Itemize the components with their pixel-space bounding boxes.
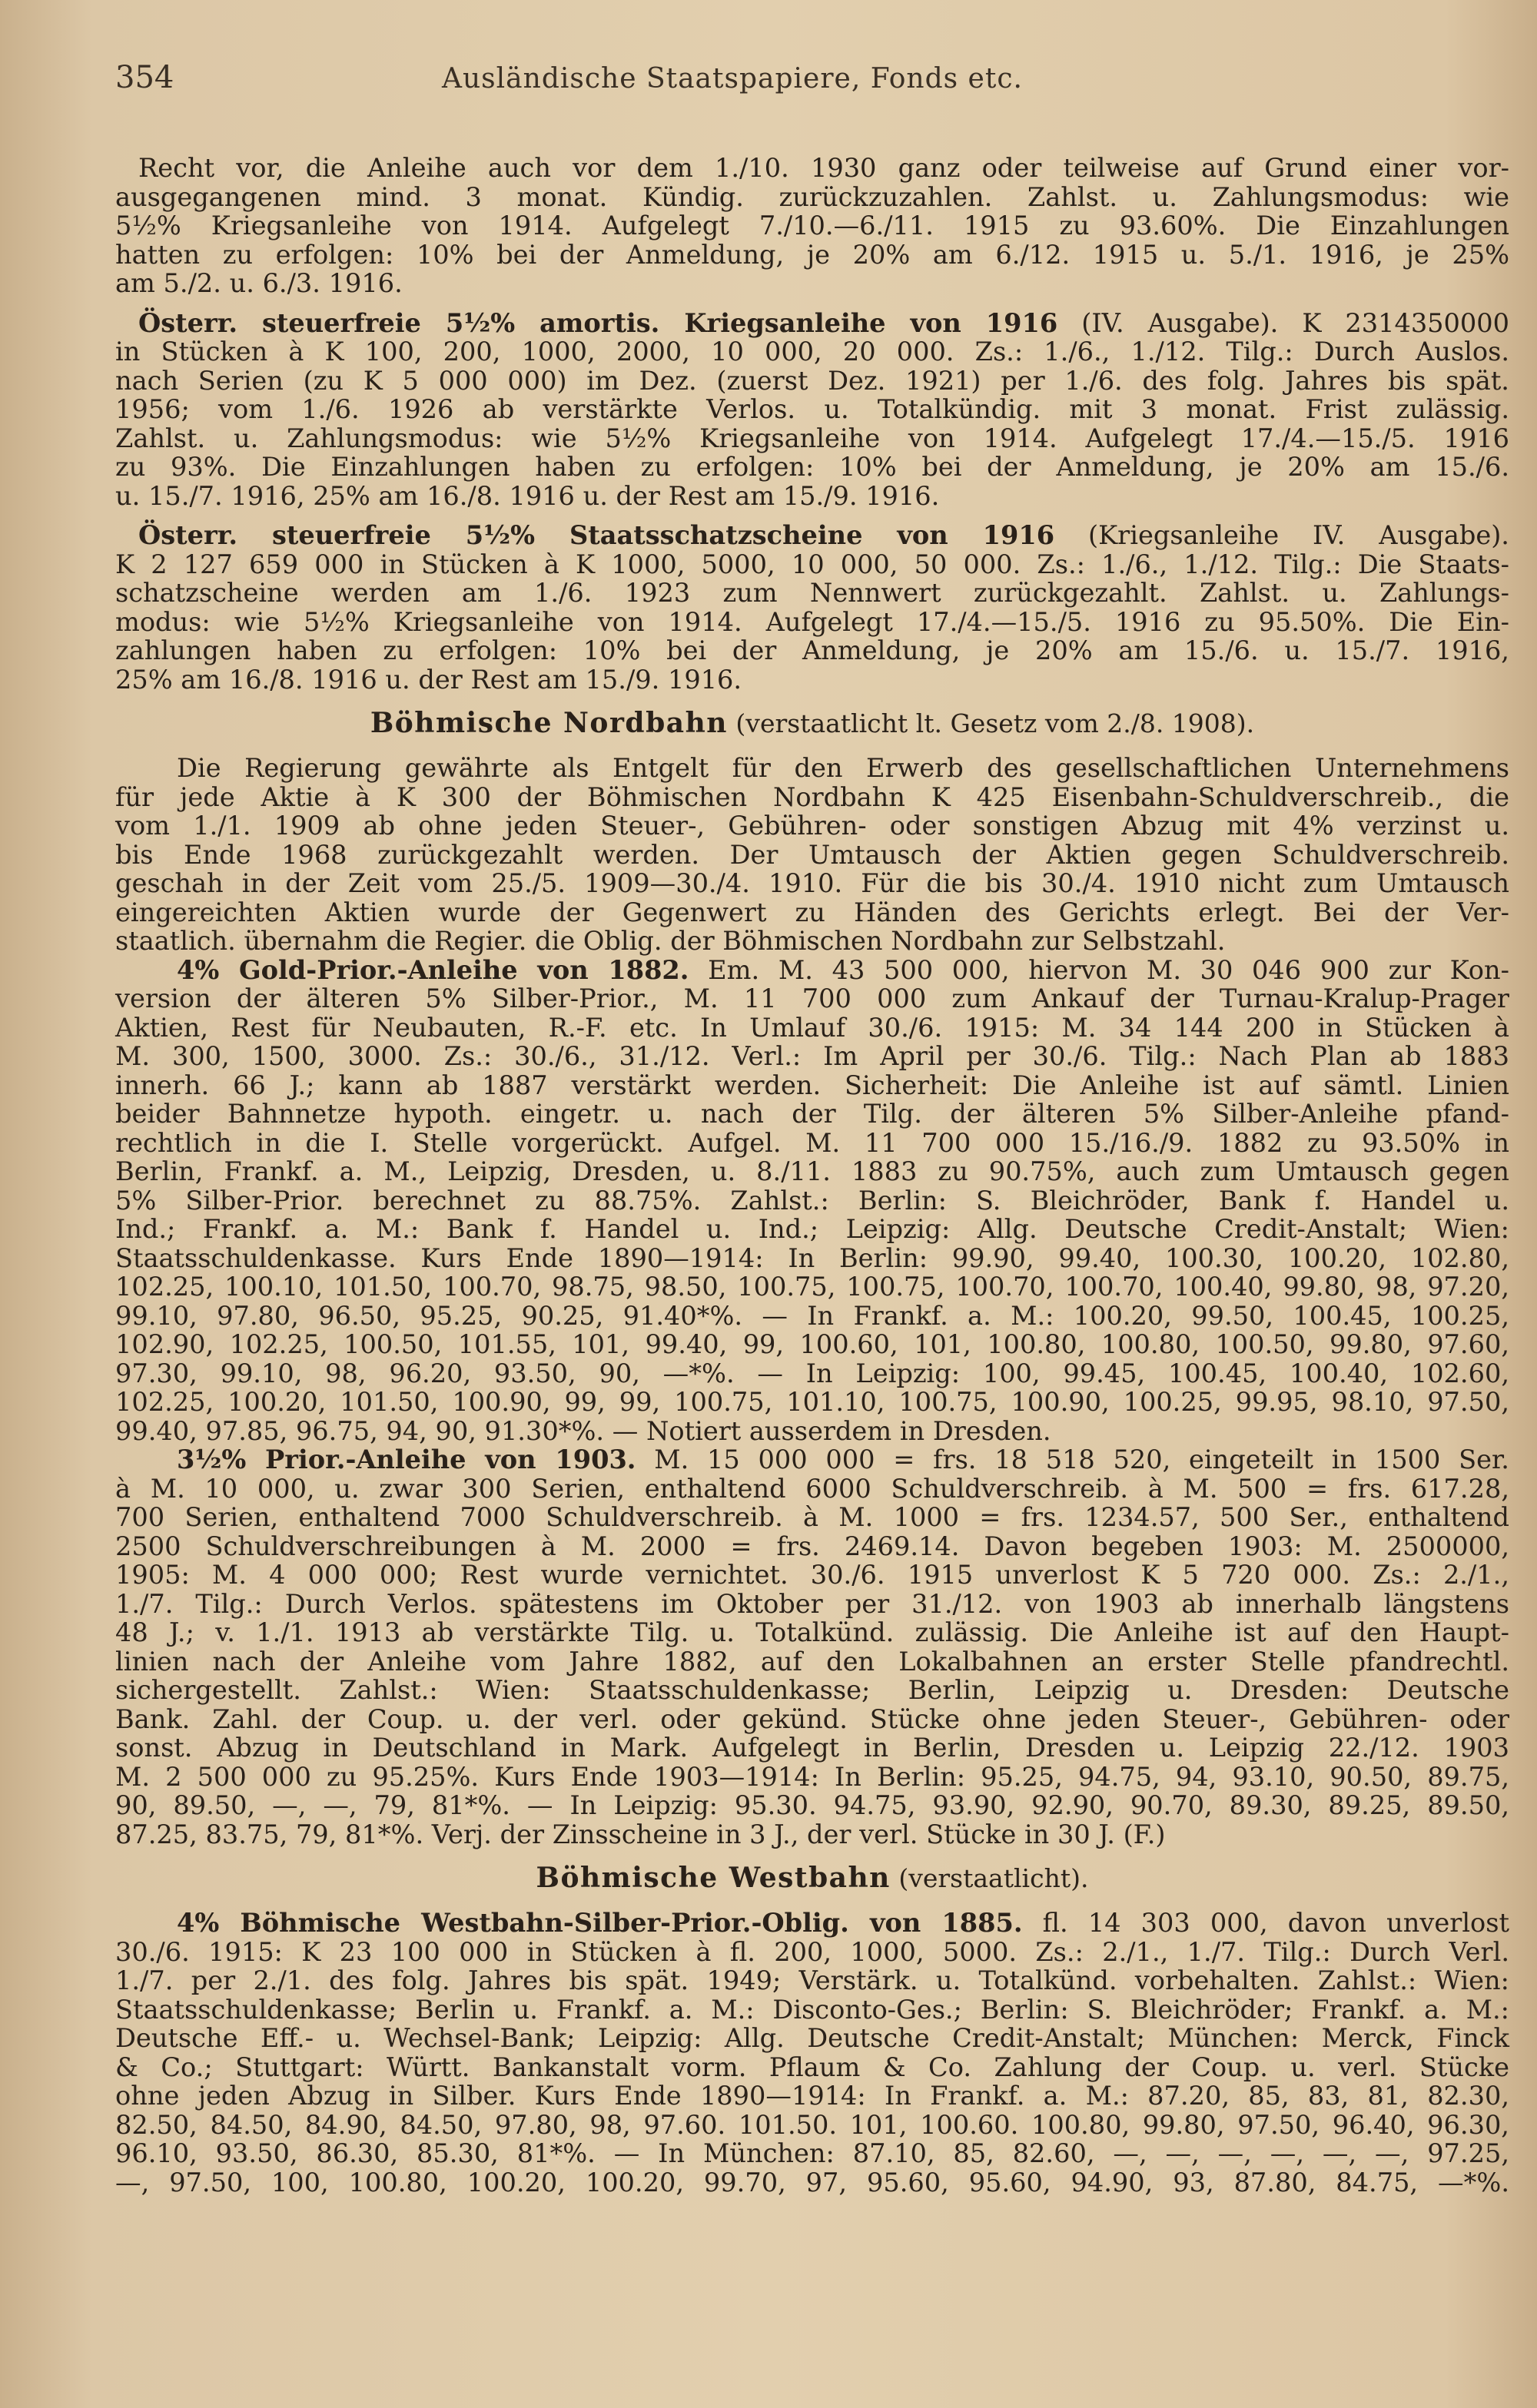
text-line: 5% Silber-Prior. berechnet zu 88.75%. Zahlst.: Berlin: S. Bleichröder, Bank f. Handel u.: [115, 1185, 1509, 1216]
text-line: 1905: M. 4 000 000; Rest wurde vernichtet. 30./6. 1915 unverlost K 5 720 000. Zs.: 2./1.,: [115, 1560, 1509, 1590]
text-line: 700 Serien, enthaltend 7000 Schuldverschreib. à M. 1000 = frs. 1234.57, 500 Ser., enthaltend: [115, 1502, 1509, 1532]
entry-staatsschatzscheine-1916: [115, 521, 1509, 694]
text-line: Recht vor, die Anleihe auch vor dem 1./10. 1930 ganz oder teilweise auf Grund einer vor-: [138, 153, 1509, 183]
text-line: eingereichten Aktien wurde der Gegenwert zu Händen des Gerichts erlegt. Bei der Ver-: [115, 897, 1509, 927]
entry-heading-tail: (Kriegsanleihe IV. Ausgabe).: [1054, 520, 1509, 550]
text-line: für jede Aktie à K 300 der Böhmischen Nordbahn K 425 Eisenbahn-Schuldverschreib., die: [115, 781, 1509, 812]
text-line: à M. 10 000, u. zwar 300 Serien, enthaltend 6000 Schuldverschreib. à M. 500 = frs. 617.28,: [115, 1473, 1509, 1504]
text-line: M. 2 500 000 zu 95.25%. Kurs Ende 1903—1914: In Berlin: 95.25, 94.75, 94, 93.10, 90.50, 89.75,: [115, 1761, 1509, 1792]
text-line: am 5./2. u. 6./3. 1916.: [115, 268, 403, 298]
section-subtitle: (verstaatlicht lt. Gesetz vom 2./8. 1908).: [727, 708, 1255, 738]
text-line: bis Ende 1968 zurückgezahlt werden. Der Umtausch der Aktien gegen Schuldverschreib.: [115, 839, 1509, 870]
text-line: Bank. Zahl. der Coup. u. der verl. oder gekünd. Stücke ohne jeden Steuer-, Gebühren- oder: [115, 1703, 1509, 1734]
text-line: K 2 127 659 000 in Stücken à K 1000, 5000, 10 000, 50 000. Zs.: 1./6., 1./12. Tilg.: Die Staats-: [115, 549, 1509, 579]
text-line: 102.25, 100.10, 101.50, 100.70, 98.75, 98.50, 100.75, 100.75, 100.70, 100.70, 100.40, 99.80, 98, 97.20,: [115, 1272, 1509, 1302]
entry-heading-tail: fl. 14 303 000, davon unverlost: [1022, 1908, 1509, 1938]
section-title: Böhmische Westbahn: [536, 1862, 891, 1894]
text-line: nach Serien (zu K 5 000 000) im Dez. (zuerst Dez. 1921) per 1./6. des folg. Jahres bis spät.: [115, 365, 1509, 396]
entry-heading: 4% Gold-Prior.-Anleihe von 1882.: [177, 954, 689, 985]
text-line: Staatsschuldenkasse. Kurs Ende 1890—1914: In Berlin: 99.90, 99.40, 100.30, 100.20, 102.80,: [115, 1242, 1509, 1273]
running-title: Ausländische Staatspapiere, Fonds etc.: [442, 63, 1023, 95]
section-subtitle: (verstaatlicht).: [890, 1863, 1089, 1893]
entry-heading: 4% Böhmische Westbahn-Silber-Prior.-Oblig. von 1885.: [177, 1907, 1023, 1938]
text-line: 102.90, 102.25, 100.50, 101.55, 101, 99.40, 99, 100.60, 101, 100.80, 100.80, 100.50, 99.80, 97.60,: [115, 1329, 1509, 1359]
text-line: sichergestellt. Zahlst.: Wien: Staatsschuldenkasse; Berlin, Leipzig u. Dresden: Deutsche: [115, 1675, 1509, 1705]
text-line: staatlich. übernahm die Regier. die Oblig. der Böhmischen Nordbahn zur Selbstzahl.: [115, 926, 1226, 956]
page-header: [115, 60, 1509, 108]
section-title: Böhmische Nordbahn: [370, 707, 728, 739]
text-line: schatzscheine werden am 1./6. 1923 zum Nennwert zurückgezahlt. Zahlst. u. Zahlungs-: [115, 578, 1509, 608]
text-line: zahlungen haben zu erfolgen: 10% bei der Anmeldung, je 20% am 15./6. u. 15./7. 1916,: [115, 635, 1509, 665]
text-line: —, 97.50, 100, 100.80, 100.20, 100.20, 99.70, 97, 95.60, 95.60, 94.90, 93, 87.80, 84.75, —*%.: [115, 2167, 1509, 2197]
text-line: 1956; vom 1./6. 1926 ab verstärkte Verlos. u. Totalkündig. mit 3 monat. Frist zulässig.: [115, 394, 1509, 424]
paragraph-continuation: [115, 154, 1509, 298]
text-line: [115, 521, 1509, 550]
text-line: 90, 89.50, —, —, 79, 81*%. — In Leipzig: 95.30. 94.75, 93.90, 92.90, 90.70, 89.30, 89.25, 89.50,: [115, 1790, 1509, 1820]
page-number: 354: [115, 60, 174, 95]
text-line: 30./6. 1915: K 23 100 000 in Stücken à fl. 200, 1000, 5000. Zs.: 2./1., 1./7. Tilg.: Durch Verl.: [115, 1936, 1509, 1967]
nordbahn-intro: [115, 754, 1509, 956]
entry-heading: Österr. steuerfreie 5½% Staatsschatzscheine von 1916: [138, 519, 1055, 550]
text-line: Ind.; Frankf. a. M.: Bank f. Handel u. Ind.; Leipzig: Allg. Deutsche Credit-Anstalt; Wien:: [115, 1214, 1509, 1244]
text-line: M. 300, 1500, 3000. Zs.: 30./6., 31./12. Verl.: Im April per 30./6. Tilg.: Nach Plan ab 1883: [115, 1041, 1509, 1071]
entry-gold-prior-1882: [115, 956, 1509, 1446]
entry-kriegsanleihe-1916: [115, 309, 1509, 511]
text-line: Aktien, Rest für Neubauten, R.-F. etc. In Umlauf 30./6. 1915: M. 34 144 200 in Stücken à: [115, 1012, 1509, 1043]
text-line: hatten zu erfolgen: 10% bei der Anmeldung, je 20% am 6./12. 1915 u. 5./1. 1916, je 25%: [115, 239, 1509, 270]
text-line: 99.10, 97.80, 96.50, 95.25, 90.25, 91.40*%. — In Frankf. a. M.: 100.20, 99.50, 100.45, 100.25,: [115, 1300, 1509, 1331]
text-line: [115, 956, 1509, 985]
section-heading-westbahn: [115, 1856, 1509, 1899]
text-line: 1./7. per 2./1. des folg. Jahres bis spät. 1949; Verstärk. u. Totalkünd. vorbehalten. Zahlst.: Wien:: [115, 1965, 1509, 1995]
text-line: 1./7. Tilg.: Durch Verlos. spätestens im Oktober per 31./12. von 1903 ab innerhalb längstens: [115, 1588, 1509, 1619]
entry-prior-1903: [115, 1445, 1509, 1849]
text-line: [115, 1445, 1509, 1474]
text-line: ausgegangenen mind. 3 monat. Kündig. zurückzuzahlen. Zahlst. u. Zahlungsmodus: wie: [115, 181, 1509, 212]
entry-heading: Österr. steuerfreie 5½% amortis. Kriegsanleihe von 1916: [138, 307, 1058, 338]
text-line: linien nach der Anleihe vom Jahre 1882, auf den Lokalbahnen an erster Stelle pfandrechtl.: [115, 1646, 1509, 1677]
entry-heading-tail: M. 15 000 000 = frs. 18 518 520, eingeteilt in 1500 Ser.: [636, 1444, 1509, 1474]
entry-heading-tail: (IV. Ausgabe). K 2314350000: [1057, 307, 1509, 338]
text-line: 97.30, 99.10, 98, 96.20, 93.50, 90, —*%. — In Leipzig: 100, 99.45, 100.45, 100.40, 102.60,: [115, 1358, 1509, 1388]
text-line: geschah in der Zeit vom 25./5. 1909—30./4. 1910. Für die bis 30./4. 1910 nicht zum Umtausch: [115, 868, 1509, 898]
text-line: in Stücken à K 100, 200, 1000, 2000, 10 000, 20 000. Zs.: 1./6., 1./12. Tilg.: Durch Auslos.: [115, 337, 1509, 367]
text-line: [115, 309, 1509, 338]
text-line: Staatsschuldenkasse; Berlin u. Frankf. a. M.: Disconto-Ges.; Berlin: S. Bleichröder; Frankf. a. M.:: [115, 1994, 1509, 2025]
text-line: beider Bahnnetze hypoth. eingetr. u. nach der Tilg. der älteren 5% Silber-Anleihe pfand-: [115, 1099, 1509, 1129]
text-line: Deutsche Eff.- u. Wechsel-Bank; Leipzig: Allg. Deutsche Credit-Anstalt; München: Merck, Finck: [115, 2023, 1509, 2053]
text-line: vom 1./1. 1909 ab ohne jeden Steuer-, Gebühren- oder sonstigen Abzug mit 4% verzinst u.: [115, 811, 1509, 841]
text-line: 99.40, 97.85, 96.75, 94, 90, 91.30*%. — Notiert ausserdem in Dresden.: [115, 1415, 1051, 1446]
text-line: u. 15./7. 1916, 25% am 16./8. 1916 u. der Rest am 15./9. 1916.: [115, 480, 940, 511]
text-line: 5½% Kriegsanleihe von 1914. Aufgelegt 7./10.—6./11. 1915 zu 93.60%. Die Einzahlungen: [115, 211, 1509, 240]
entry-westbahn-silber-prior-1885: [115, 1909, 1509, 2197]
text-line: 25% am 16./8. 1916 u. der Rest am 15./9. 1916.: [115, 664, 742, 695]
text-line: rechtlich in die I. Stelle vorgerückt. Aufgel. M. 11 700 000 15./16./9. 1882 zu 93.50% in: [115, 1127, 1509, 1158]
text-line: 82.50, 84.50, 84.90, 84.50, 97.80, 98, 97.60. 101.50. 101, 100.60. 100.80, 99.80, 97.50, 96.40, 96.30,: [115, 2109, 1509, 2140]
text-line: Die Regierung gewährte als Entgelt für den Erwerb des gesellschaftlichen Unternehmens: [177, 753, 1509, 783]
text-line: modus: wie 5½% Kriegsanleihe von 1914. Aufgelegt 17./4.—15./5. 1916 zu 95.50%. Die Ein-: [115, 606, 1509, 637]
page-body: [115, 154, 1509, 2197]
text-line: innerh. 66 J.; kann ab 1887 verstärkt werden. Sicherheit: Die Anleihe ist auf sämtl. Linien: [115, 1070, 1509, 1100]
text-line: 2500 Schuldverschreibungen à M. 2000 = frs. 2469.14. Davon begeben 1903: M. 2500000,: [115, 1531, 1509, 1561]
entry-heading-tail: Em. M. 43 500 000, hiervon M. 30 046 900 zur Kon-: [689, 954, 1509, 985]
text-line: zu 93%. Die Einzahlungen haben zu erfolgen: 10% bei der Anmeldung, je 20% am 15./6.: [115, 452, 1509, 482]
text-line: sonst. Abzug in Deutschland in Mark. Aufgelegt in Berlin, Dresden u. Leipzig 22./12. 1903: [115, 1733, 1509, 1763]
text-line: Berlin, Frankf. a. M., Leipzig, Dresden, u. 8./11. 1883 zu 90.75%, auch zum Umtausch gegen: [115, 1156, 1509, 1186]
text-line: Zahlst. u. Zahlungsmodus: wie 5½% Kriegsanleihe von 1914. Aufgelegt 17./4.—15./5. 1916: [115, 423, 1509, 453]
text-line: 102.25, 100.20, 101.50, 100.90, 99, 99, 100.75, 101.10, 100.75, 100.90, 100.25, 99.95, 98.10, 97.50,: [115, 1387, 1509, 1417]
entry-heading: 3½% Prior.-Anleihe von 1903.: [177, 1444, 636, 1474]
text-line: 87.25, 83.75, 79, 81*%. Verj. der Zinsscheine in 3 J., der verl. Stücke in 30 J. (F.): [115, 1819, 1166, 1849]
text-line: ohne jeden Abzug in Silber. Kurs Ende 1890—1914: In Frankf. a. M.: 87.20, 85, 83, 81, 82.30,: [115, 2081, 1509, 2111]
section-heading-nordbahn: [115, 702, 1509, 745]
text-line: version der älteren 5% Silber-Prior., M. 11 700 000 zum Ankauf der Turnau-Kralup-Prager: [115, 983, 1509, 1013]
text-line: & Co.; Stuttgart: Württ. Bankanstalt vorm. Pflaum & Co. Zahlung der Coup. u. verl. Stücke: [115, 2051, 1509, 2082]
text-line: 48 J.; v. 1./1. 1913 ab verstärkte Tilg. u. Totalkünd. zulässig. Die Anleihe ist auf den Haupt-: [115, 1617, 1509, 1647]
text-line: [115, 1909, 1509, 1938]
text-line: 96.10, 93.50, 86.30, 85.30, 81*%. — In München: 87.10, 85, 82.60, —, —, —, —, —, —, 97.25,: [115, 2138, 1509, 2168]
